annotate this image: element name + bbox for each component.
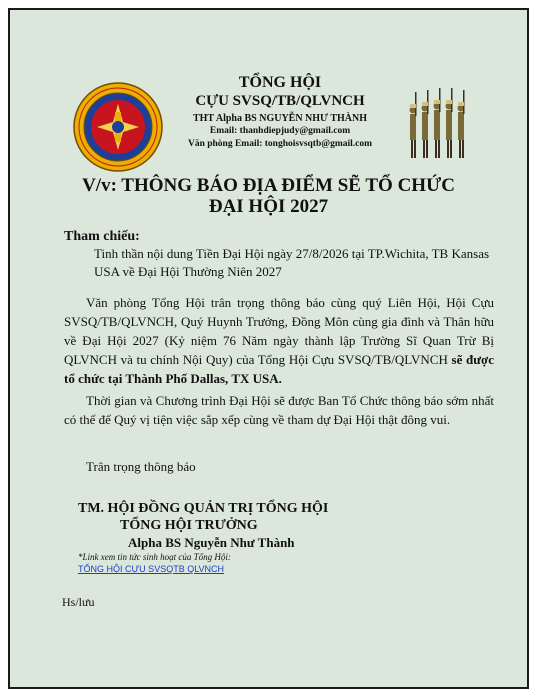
schedule-paragraph: Thời gian và Chương trình Đại Hội sẽ được Ban Tổ Chức thông báo sớm nhất có thể để Quý vị tiện việc sắp xếp cùng về tham dự Đại Hội thật đông vui.	[64, 393, 494, 427]
org-office-email: Văn phòng Email: tonghoisvsqtb@gmail.com	[187, 139, 373, 149]
org-president: THT Alpha BS NGUYỄN NHƯ THÀNH	[192, 113, 368, 124]
archive-note: Hs/lưu	[62, 595, 95, 609]
seal-logo-icon	[73, 82, 163, 172]
letterhead	[10, 74, 527, 166]
subject-line-1: V/v: THÔNG BÁO ĐỊA ĐIỂM SẼ TỔ CHỨC	[82, 175, 455, 196]
org-title: TỔNG HỘI	[238, 74, 322, 91]
soldiers-image	[404, 88, 472, 162]
reference-text: Tinh thần nội dung Tiền Đại Hội ngày 27/8/2026 tại TP.Wichita, TB Kansas USA về Đại Hội Thường Niên 2027	[94, 246, 490, 279]
org-email: Email: thanhdiepjudy@gmail.com	[209, 126, 351, 136]
closing-text: Trân trọng thông báo	[86, 459, 196, 474]
org-subtitle: CỰU SVSQ/TB/QLVNCH	[195, 93, 365, 109]
organization-info	[160, 74, 400, 151]
link-note: *Link xem tin tức sinh hoạt của Tổng Hội:	[78, 552, 231, 562]
news-link[interactable]: TỔNG HỘI CỰU SVSQTB QLVNCH	[78, 564, 225, 574]
announcement-paragraph	[64, 293, 494, 388]
announcement-text: Văn phòng Tổng Hội trân trọng thông báo cùng quý Liên Hội, Hội Cựu SVSQ/TB/QLVNCH, Quý Huynh Trưởng, Đồng Môn cùng gia đình và Thân hữu về Đại Hội 2027 (Kỷ niệm 76 Năm ngày thành lập Trường Sĩ Quan Trừ Bị QLVNCH và tu chính Nội Quy) của Tổng Hội Cựu SVSQ/TB/QLVNCH	[64, 295, 494, 367]
subject-heading	[10, 175, 527, 217]
announcement-location: sẽ được tổ chức tại Thành Phố Dallas, TX USA.	[64, 352, 494, 386]
signature-title: TỔNG HỘI TRƯỞNG	[120, 518, 258, 533]
signature-name: Alpha BS Nguyễn Như Thành	[128, 535, 295, 550]
document-page	[8, 8, 529, 689]
signature-board: TM. HỘI ĐỒNG QUẢN TRỊ TỔNG HỘI	[78, 501, 329, 516]
reference-label: Tham chiếu:	[64, 229, 140, 244]
subject-line-2: ĐẠI HỘI 2027	[208, 196, 329, 217]
